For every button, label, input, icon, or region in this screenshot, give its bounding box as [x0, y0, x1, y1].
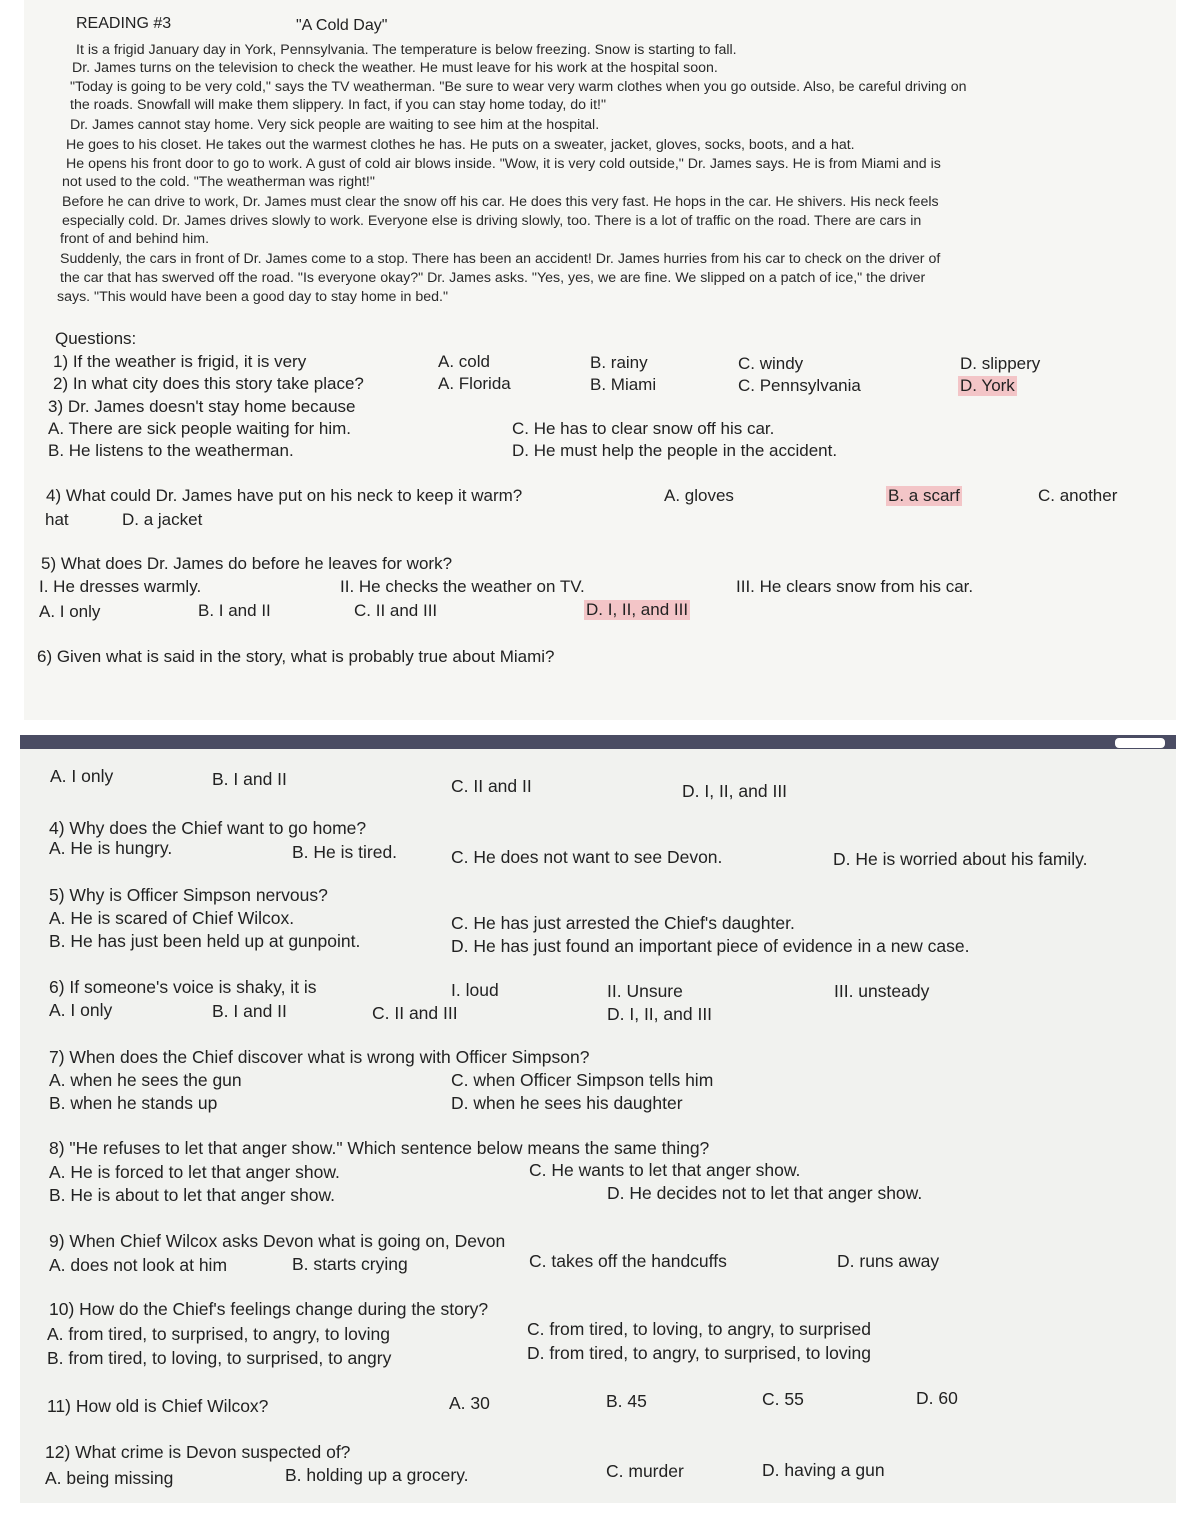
p2-question-12: 12) What crime is Devon suspected of?	[45, 1442, 351, 1462]
p2-q11-option-b[interactable]: B. 45	[606, 1391, 647, 1411]
q1-option-b[interactable]: B. rainy	[590, 353, 648, 372]
p2-q4-option-b[interactable]: B. He is tired.	[292, 842, 398, 862]
story-line: "Today is going to be very cold," says the TV weatherman. "Be sure to wear very warm clothes when you go outside. Also, be careful driving on	[70, 79, 967, 95]
p2-q6-statement-3: III. unsteady	[834, 981, 930, 1001]
p2-q12-option-d[interactable]: D. having a gun	[762, 1460, 885, 1480]
question-3: 3) Dr. James doesn't stay home because	[48, 397, 356, 416]
p2-q11-option-a[interactable]: A. 30	[449, 1393, 490, 1413]
p2-q7-option-b[interactable]: B. when he stands up	[49, 1093, 218, 1113]
q3-option-b[interactable]: B. He listens to the weatherman.	[48, 441, 294, 460]
q3-option-d[interactable]: D. He must help the people in the accident.	[512, 441, 838, 460]
p2-q4-option-c[interactable]: C. He does not want to see Devon.	[451, 847, 723, 867]
q5-option-b[interactable]: B. I and II	[198, 601, 271, 620]
p2-q5-option-a[interactable]: A. He is scared of Chief Wilcox.	[49, 908, 295, 928]
q3-option-a[interactable]: A. There are sick people waiting for him.	[48, 419, 351, 438]
q2-option-c[interactable]: C. Pennsylvania	[738, 376, 861, 395]
p2-q7-option-c[interactable]: C. when Officer Simpson tells him	[451, 1070, 714, 1090]
p2-q4-option-a[interactable]: A. He is hungry.	[49, 838, 173, 858]
story-line: He opens his front door to go to work. A gust of cold air blows inside. "Wow, it is very cold outside," Dr. James says. He is from Miami and is	[66, 156, 941, 172]
story-line: It is a frigid January day in York, Pennsylvania. The temperature is below freezing. Snow is starting to fall.	[76, 42, 737, 58]
p2-q12-option-c[interactable]: C. murder	[606, 1461, 684, 1481]
p2-q6-statement-2: II. Unsure	[607, 981, 683, 1001]
p2-q7-option-a[interactable]: A. when he sees the gun	[49, 1070, 242, 1090]
p2-question-9: 9) When Chief Wilcox asks Devon what is going on, Devon	[49, 1231, 506, 1251]
prev-option-d[interactable]: D. I, II, and III	[682, 781, 788, 801]
story-line: especially cold. Dr. James drives slowly to work. Everyone else is driving slowly, too. There is a lot of traffic on the road. There are cars in	[62, 213, 922, 229]
questions-heading: Questions:	[55, 329, 137, 348]
q5-statement-1: I. He dresses warmly.	[39, 577, 202, 596]
p2-q11-option-d[interactable]: D. 60	[916, 1388, 958, 1408]
p2-q10-option-d[interactable]: D. from tired, to angry, to surprised, to loving	[527, 1343, 871, 1363]
prev-option-b[interactable]: B. I and II	[212, 769, 287, 789]
question-2: 2) In what city does this story take place?	[53, 374, 364, 393]
q2-option-a[interactable]: A. Florida	[438, 374, 511, 393]
worksheet-page-2	[20, 735, 1176, 1503]
p2-q8-option-a[interactable]: A. He is forced to let that anger show.	[49, 1162, 340, 1182]
p2-question-7: 7) When does the Chief discover what is wrong with Officer Simpson?	[49, 1047, 590, 1067]
q5-statement-2: II. He checks the weather on TV.	[340, 577, 585, 596]
story-line: the roads. Snowfall will make them slippery. In fact, if you can stay home today, do it!"	[70, 97, 606, 113]
q2-option-d[interactable]: D. York	[960, 376, 1015, 395]
p2-q4-option-d[interactable]: D. He is worried about his family.	[833, 849, 1088, 869]
q3-option-c[interactable]: C. He has to clear snow off his car.	[512, 419, 775, 438]
p2-q5-option-b[interactable]: B. He has just been held up at gunpoint.	[49, 931, 361, 951]
q1-option-d[interactable]: D. slippery	[960, 354, 1041, 373]
prev-option-a[interactable]: A. I only	[50, 766, 114, 786]
q4-option-b[interactable]: B. a scarf	[888, 486, 960, 505]
question-6: 6) Given what is said in the story, what is probably true about Miami?	[37, 647, 555, 666]
story-line: Dr. James cannot stay home. Very sick people are waiting to see him at the hospital.	[70, 117, 600, 133]
q5-option-c[interactable]: C. II and III	[354, 601, 438, 620]
p2-q5-option-d[interactable]: D. He has just found an important piece of evidence in a new case.	[451, 936, 970, 956]
p2-question-10: 10) How do the Chief's feelings change during the story?	[49, 1299, 489, 1319]
story-line: Suddenly, the cars in front of Dr. James come to a stop. There has been an accident! Dr. James hurries from his car to check on the driver of	[60, 251, 941, 267]
p2-q12-option-b[interactable]: B. holding up a grocery.	[285, 1465, 469, 1485]
p2-question-6: 6) If someone's voice is shaky, it is	[49, 977, 317, 997]
worksheet-page-1	[24, 0, 1176, 720]
prev-option-c[interactable]: C. II and II	[451, 776, 532, 796]
p2-q6-statement-1: I. loud	[451, 980, 499, 1000]
story-line: Dr. James turns on the television to check the weather. He must leave for his work at the hospital soon.	[72, 60, 718, 76]
p2-q9-option-a[interactable]: A. does not look at him	[49, 1255, 228, 1275]
q1-option-c[interactable]: C. windy	[738, 354, 804, 373]
q5-option-a[interactable]: A. I only	[39, 602, 101, 621]
p2-q10-option-a[interactable]: A. from tired, to surprised, to angry, to loving	[47, 1324, 391, 1344]
p2-q8-option-c[interactable]: C. He wants to let that anger show.	[529, 1160, 801, 1180]
q4-option-a[interactable]: A. gloves	[664, 486, 734, 505]
q4-option-c[interactable]: C. another	[1038, 486, 1118, 505]
page-header-band	[20, 735, 1176, 749]
p2-q9-option-c[interactable]: C. takes off the handcuffs	[529, 1251, 727, 1271]
p2-question-4: 4) Why does the Chief want to go home?	[49, 818, 367, 838]
q1-option-a[interactable]: A. cold	[438, 352, 490, 371]
p2-q5-option-c[interactable]: C. He has just arrested the Chief's daughter.	[451, 913, 795, 933]
story-line: says. "This would have been a good day to stay home in bed."	[57, 289, 449, 305]
p2-q6-option-b[interactable]: B. I and II	[212, 1001, 287, 1021]
reading-label: READING #3	[76, 15, 172, 32]
p2-q9-option-d[interactable]: D. runs away	[837, 1251, 940, 1271]
p2-q8-option-b[interactable]: B. He is about to let that anger show.	[49, 1185, 336, 1205]
p2-q8-option-d[interactable]: D. He decides not to let that anger show.	[607, 1183, 923, 1203]
p2-q10-option-b[interactable]: B. from tired, to loving, to surprised, to angry	[47, 1348, 392, 1368]
question-4: 4) What could Dr. James have put on his neck to keep it warm?	[46, 486, 523, 505]
story-line: front of and behind him.	[60, 231, 210, 247]
q4-option-c-continued: hat	[45, 510, 69, 529]
story-title: "A Cold Day"	[296, 17, 388, 34]
p2-question-11: 11) How old is Chief Wilcox?	[47, 1396, 269, 1416]
question-1: 1) If the weather is frigid, it is very	[53, 352, 307, 371]
story-line: the car that has swerved off the road. "Is everyone okay?" Dr. James asks. "Yes, yes, we are fine. We slipped on a patch of ice," the driver	[60, 270, 926, 286]
p2-q12-option-a[interactable]: A. being missing	[45, 1468, 174, 1488]
q4-option-d[interactable]: D. a jacket	[122, 510, 203, 529]
story-line: He goes to his closet. He takes out the warmest clothes he has. He puts on a sweater, jacket, gloves, socks, boots, and a hat.	[66, 137, 855, 153]
p2-q6-option-c[interactable]: C. II and III	[372, 1003, 458, 1023]
q2-option-b[interactable]: B. Miami	[590, 375, 657, 394]
p2-q10-option-c[interactable]: C. from tired, to loving, to angry, to surprised	[527, 1319, 871, 1339]
q5-statement-3: III. He clears snow from his car.	[736, 577, 974, 596]
story-line: Before he can drive to work, Dr. James must clear the snow off his car. He does this very fast. He hops in the car. He shivers. His neck feels	[62, 194, 939, 210]
p2-question-8: 8) "He refuses to let that anger show." Which sentence below means the same thing?	[49, 1138, 710, 1158]
p2-q6-option-a[interactable]: A. I only	[49, 1000, 113, 1020]
story-line: not used to the cold. "The weatherman was right!"	[62, 174, 375, 190]
q5-option-d[interactable]: D. I, II, and III	[586, 600, 689, 619]
p2-q7-option-d[interactable]: D. when he sees his daughter	[451, 1093, 683, 1113]
p2-question-5: 5) Why is Officer Simpson nervous?	[49, 885, 328, 905]
header-logo	[1114, 737, 1166, 749]
p2-q11-option-c[interactable]: C. 55	[762, 1389, 804, 1409]
question-5: 5) What does Dr. James do before he leaves for work?	[41, 554, 453, 573]
p2-q9-option-b[interactable]: B. starts crying	[292, 1254, 408, 1274]
p2-q6-option-d[interactable]: D. I, II, and III	[607, 1004, 713, 1024]
